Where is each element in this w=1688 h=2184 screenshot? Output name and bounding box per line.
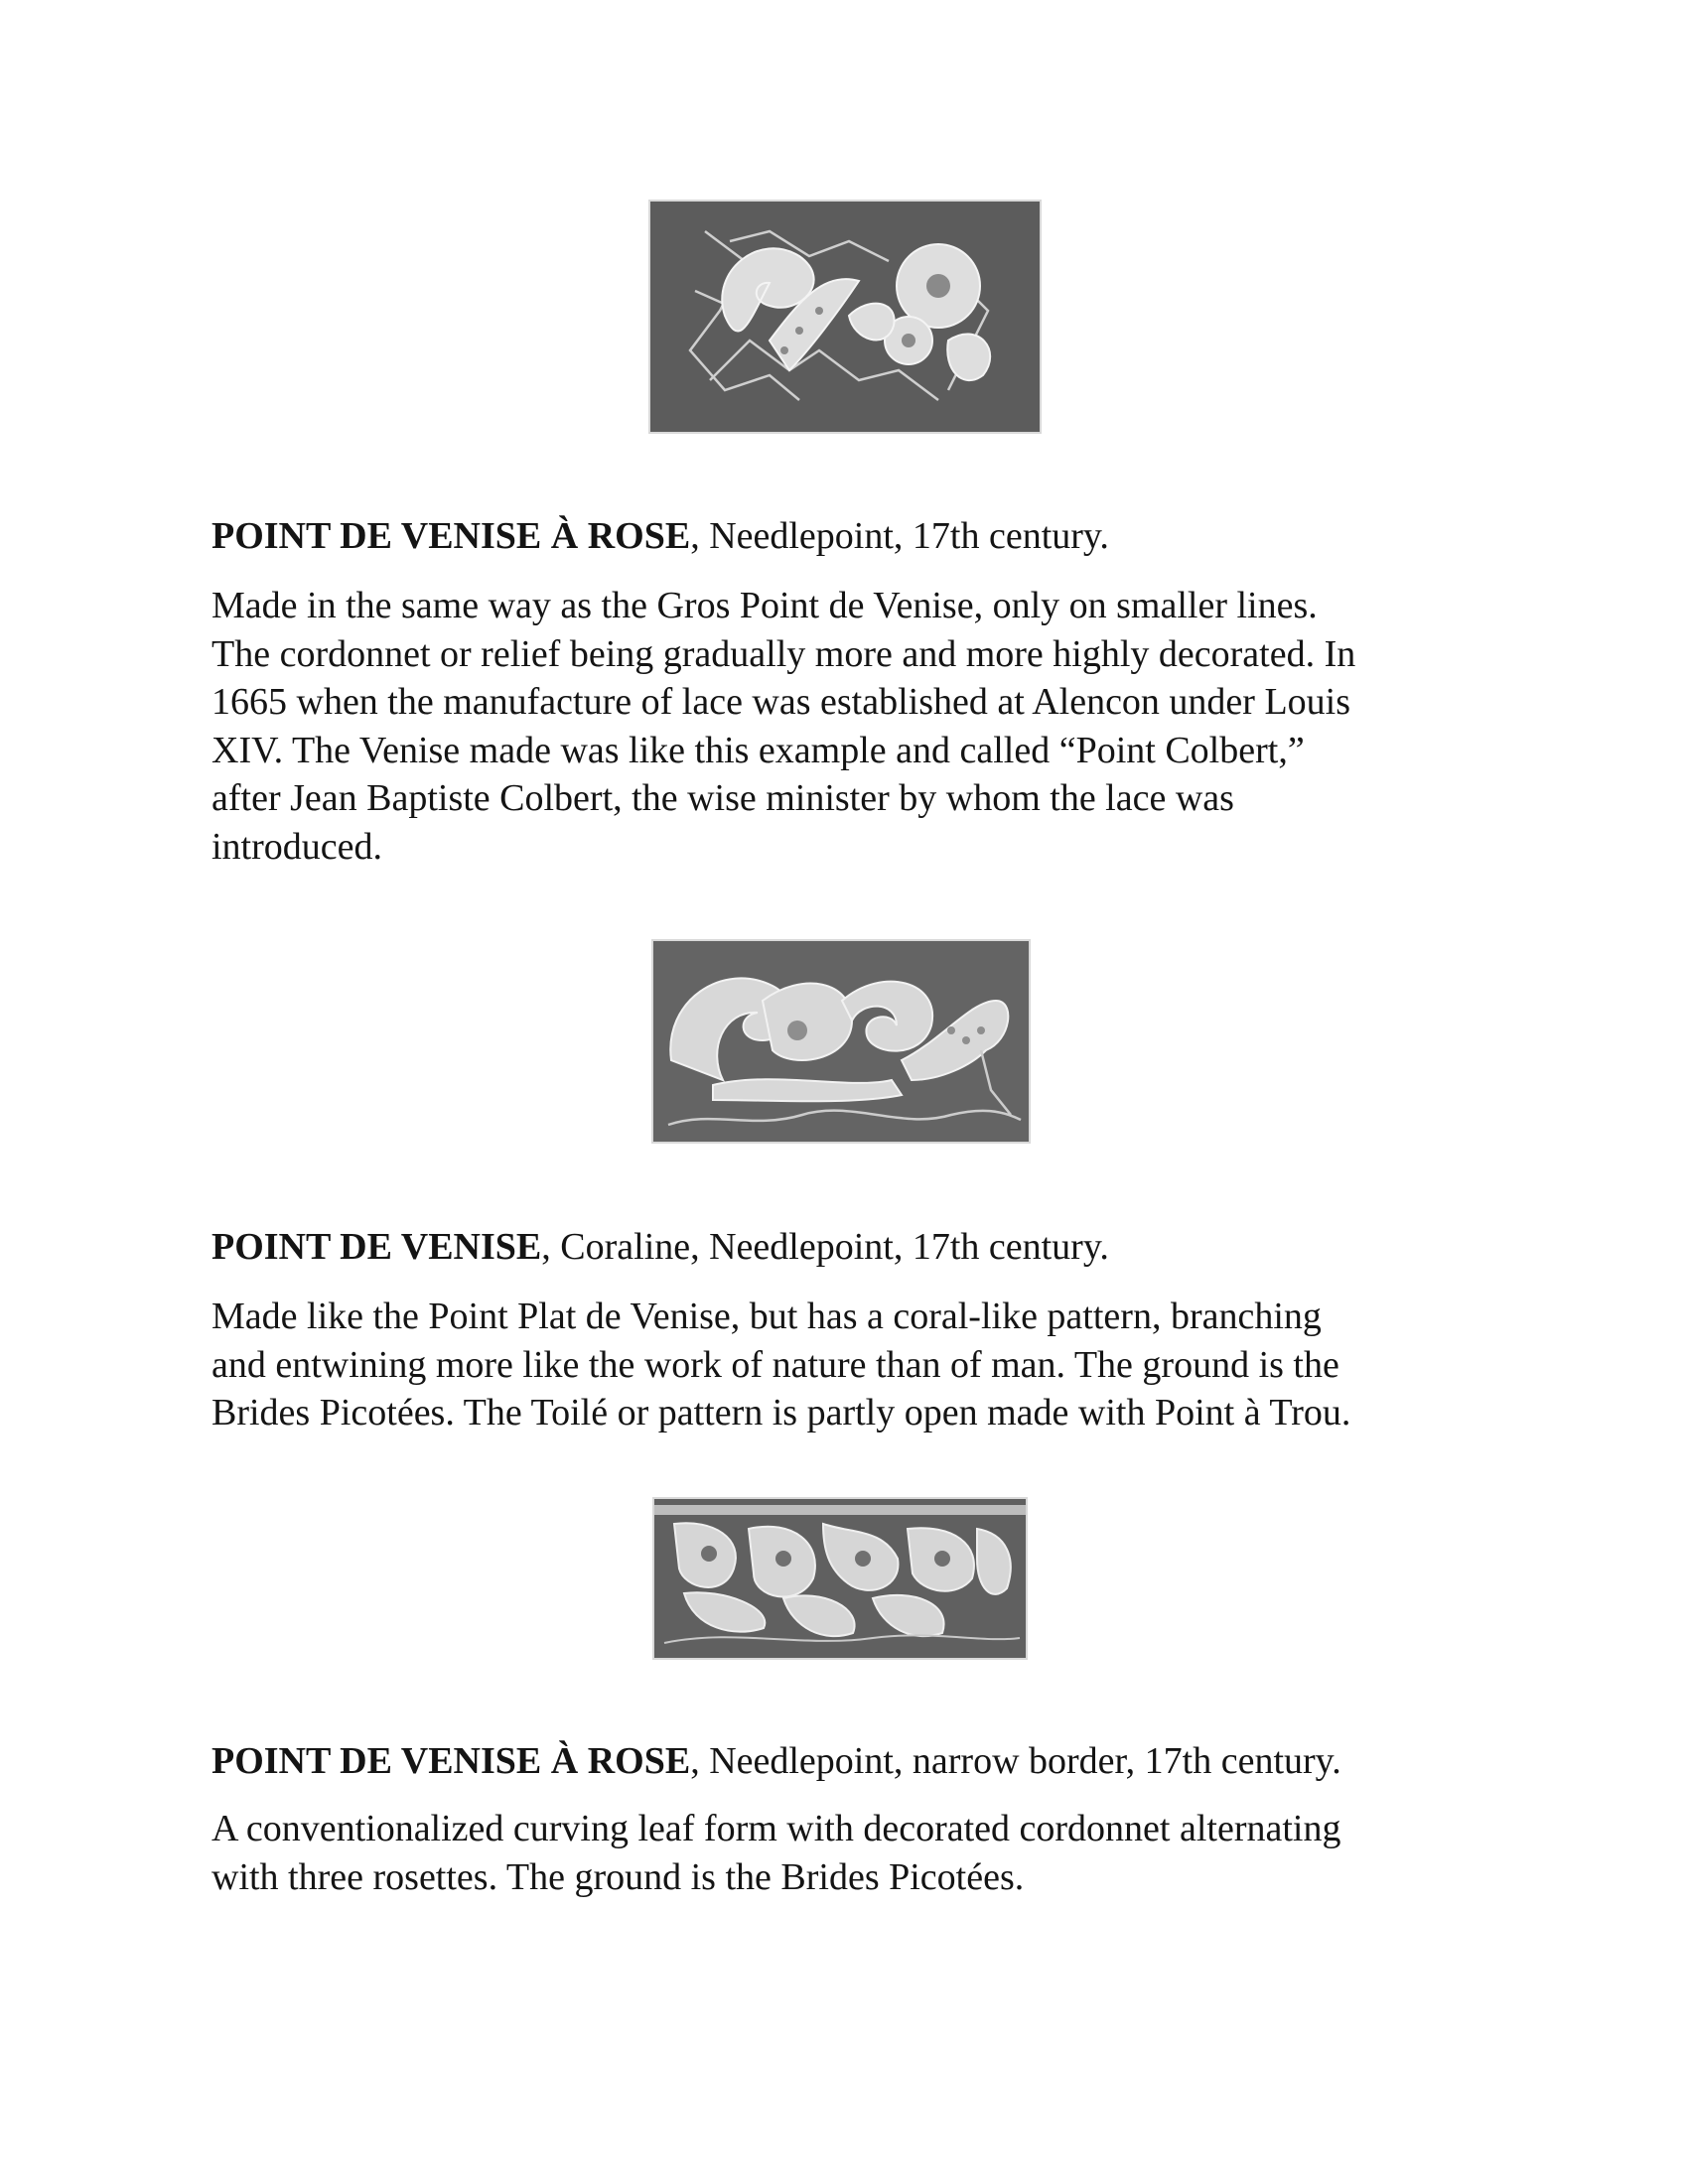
lace-photo-1 [650,202,1040,432]
entry-1-line: introduced. [211,825,383,868]
entry-3-description [211,1805,1502,1901]
entry-1-line: after Jean Baptiste Colbert, the wise minister by whom the lace was [211,777,1234,819]
entry-1-title [211,512,1492,560]
entry-2-line: Brides Picotées. The Toilé or pattern is partly open made with Point à Trou. [211,1392,1351,1433]
entry-3-line: A conventionalized curving leaf form with decorated cordonnet alternating [211,1808,1341,1849]
entry-3-title [211,1737,1492,1785]
entry-3-detail: , Needlepoint, narrow border, 17th century. [690,1740,1341,1782]
entry-1-line: The cordonnet or relief being gradually more and more highly decorated. In [211,632,1356,675]
entry-1-description [211,582,1502,871]
entry-3-line: with three rosettes. The ground is the Brides Picotées. [211,1855,1025,1898]
entry-3-name: POINT DE VENISE À ROSE [211,1740,691,1782]
lace-photo-2 [653,941,1029,1142]
entry-2-name: POINT DE VENISE [211,1226,542,1268]
entry-1-line: 1665 when the manufacture of lace was established at Alencon under Louis [211,681,1351,723]
entry-2-line: and entwining more like the work of nature than of man. The ground is the [211,1343,1339,1386]
lace-photo-3 [654,1499,1026,1658]
entry-2-description [211,1293,1502,1437]
entry-1-line: Made in the same way as the Gros Point de Venise, only on smaller lines. [211,585,1318,626]
entry-1-line: XIV. The Venise made was like this example and called “Point Colbert,” [211,729,1305,771]
entry-2-title [211,1223,1492,1271]
lace-illustration-2 [653,941,1029,1142]
entry-2-detail: , Coraline, Needlepoint, 17th century. [541,1226,1109,1268]
lace-illustration-3 [654,1499,1026,1658]
entry-2-line: Made like the Point Plat de Venise, but has a coral-like pattern, branching [211,1296,1322,1337]
lace-illustration-1 [650,202,1040,432]
entry-1-detail: , Needlepoint, 17th century. [690,515,1109,557]
entry-1-name: POINT DE VENISE À ROSE [211,515,691,557]
